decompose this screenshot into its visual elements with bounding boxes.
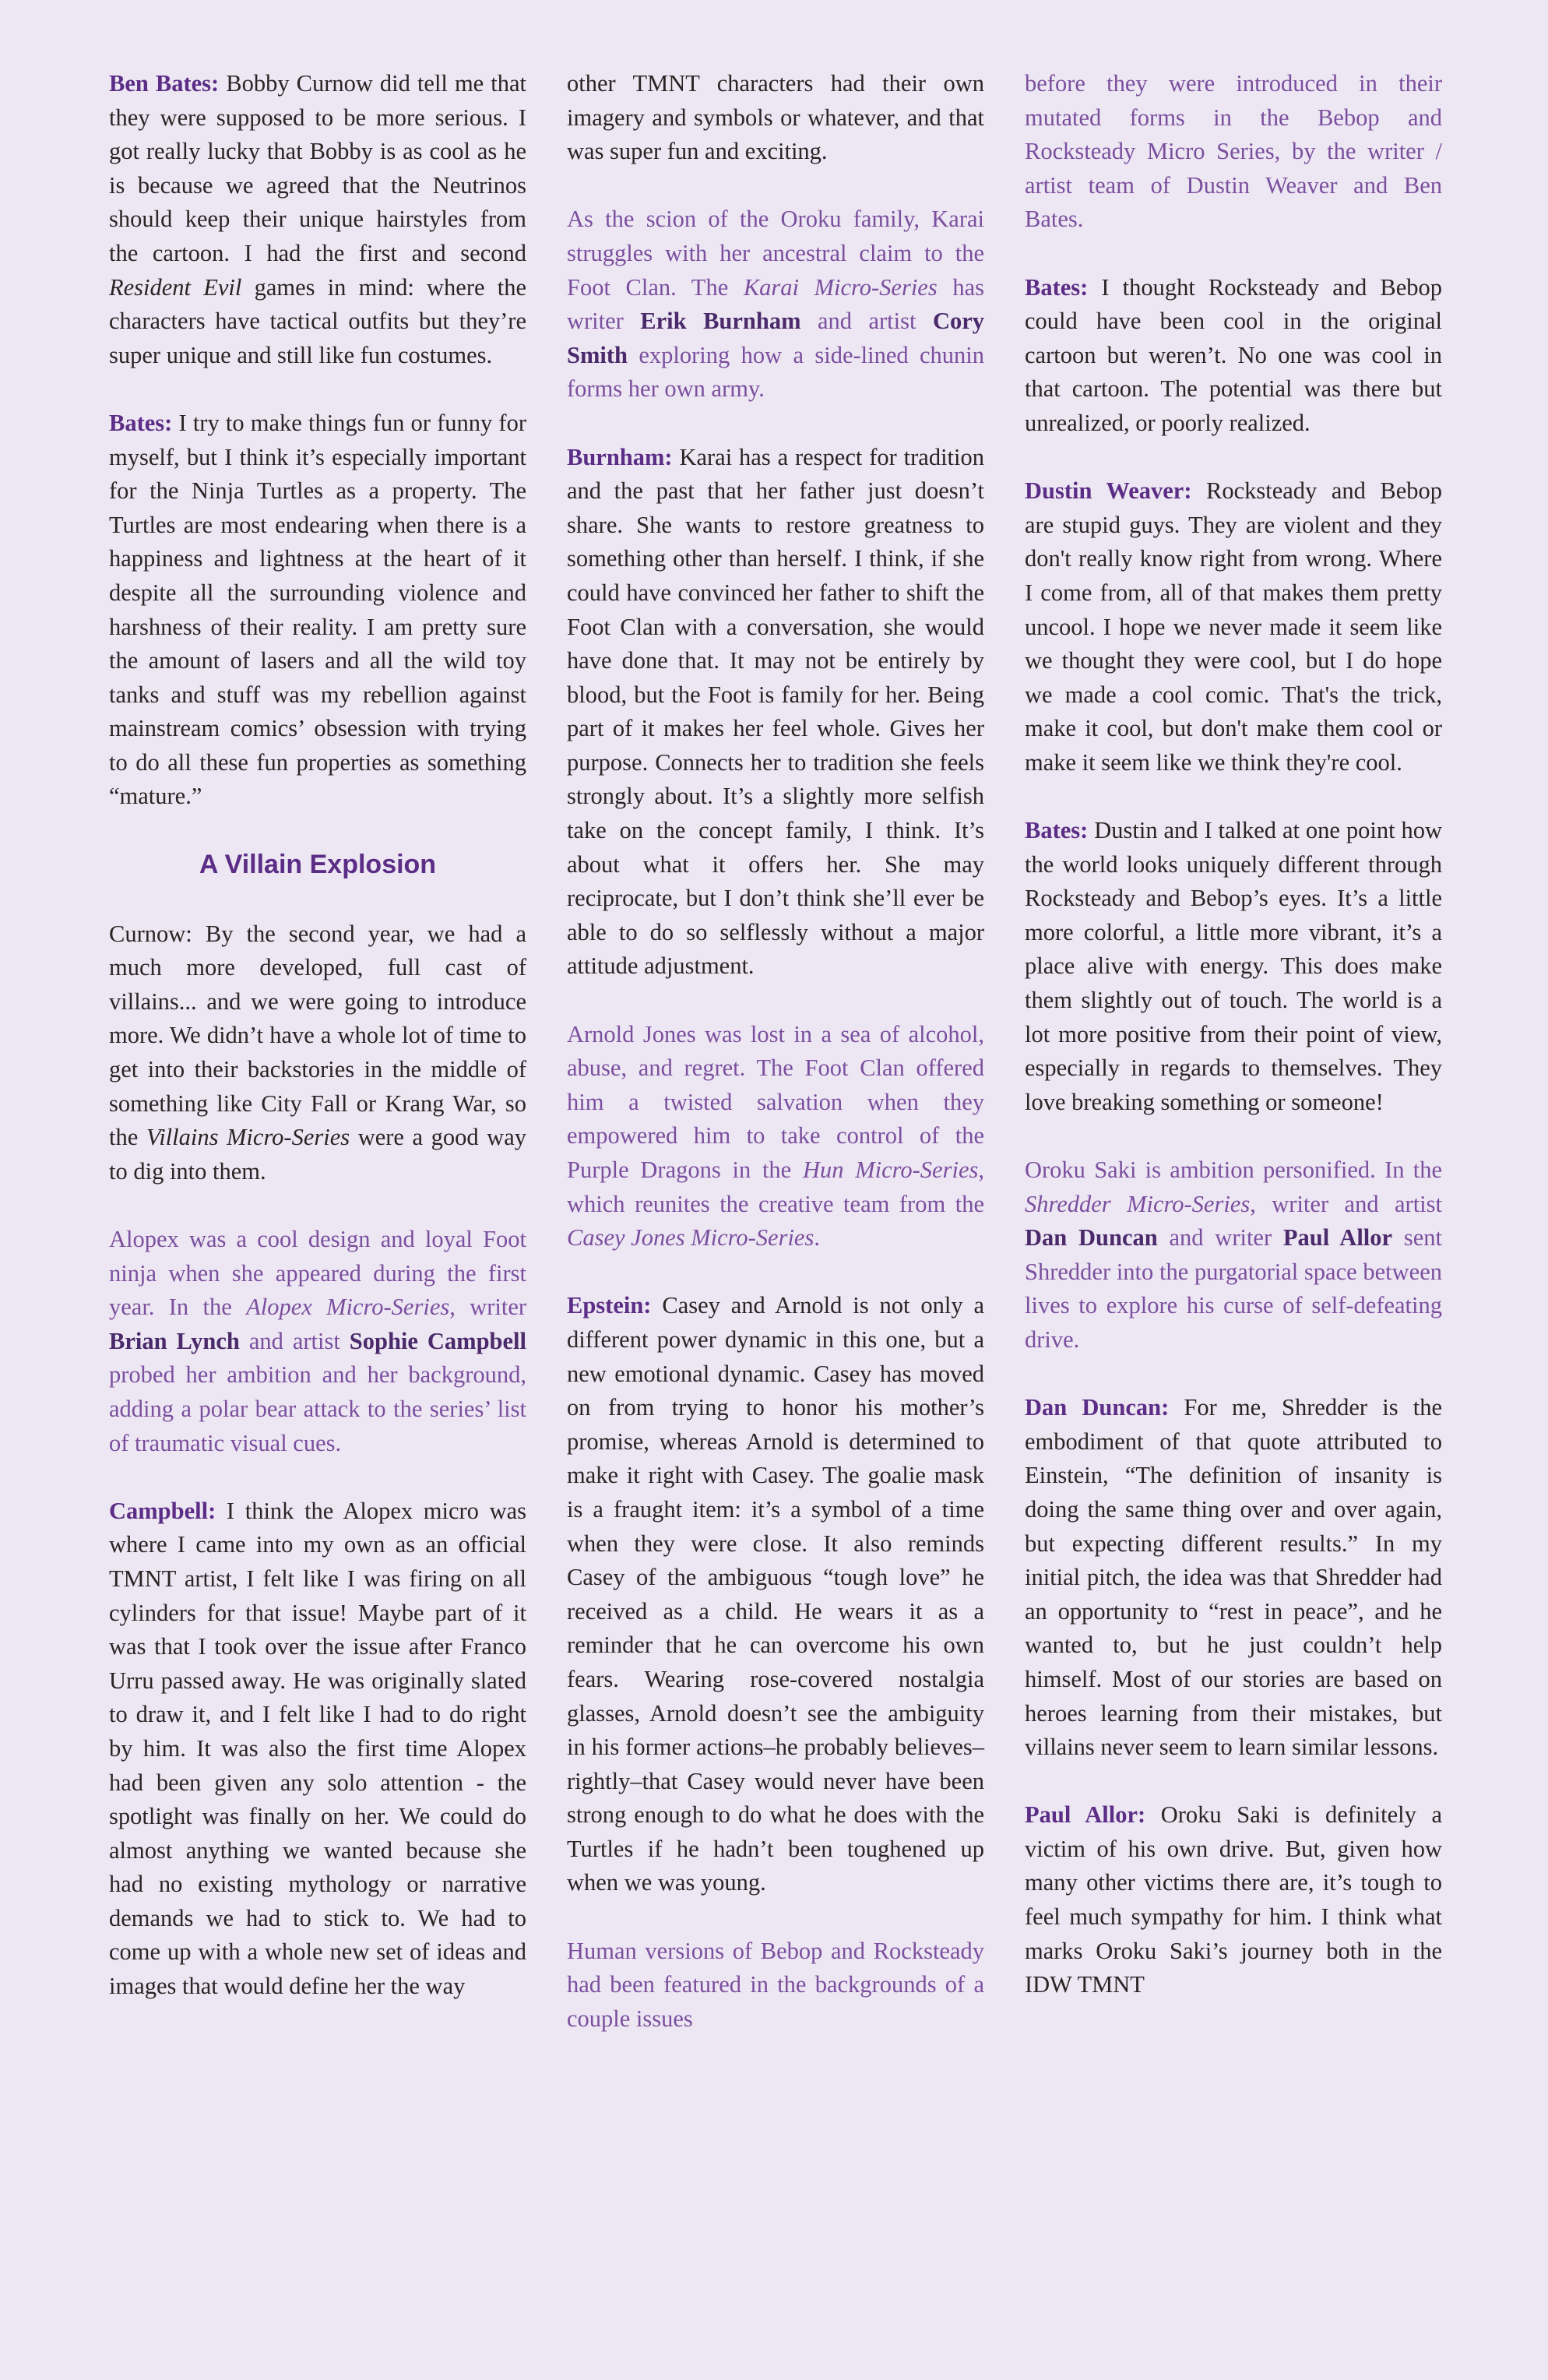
text-run: exploring how a side-lined chunin forms her own army. — [567, 341, 984, 403]
quote-paragraph — [1025, 271, 1442, 441]
speaker-name: Epstein: — [567, 1292, 652, 1319]
quote-paragraph — [567, 1289, 984, 1900]
intro-paragraph — [109, 1223, 526, 1460]
body-paragraph — [567, 67, 984, 169]
text-run: Arnold Jones was lost in a sea of alcohol, abuse, and regret. The Foot Clan offered him a twisted salvation when they empowered him to take control of the Purple Dragons in the — [567, 1020, 984, 1183]
article-page — [109, 67, 1442, 2325]
text-run: has writer — [567, 273, 984, 335]
intro-paragraph — [1025, 1153, 1442, 1357]
creator-name: Dan Duncan — [1025, 1224, 1158, 1252]
text-run: other TMNT characters had their own imagery and symbols or whatever, and that was super fun and exciting. — [567, 70, 984, 165]
text-run: Human versions of Bebop and Rocksteady had been featured in the backgrounds of a couple issues — [567, 1937, 984, 2032]
speaker-name: Bates: — [1025, 817, 1089, 844]
title-text: Karai Micro-Series — [743, 273, 938, 301]
quote-paragraph — [1025, 474, 1442, 780]
speaker-name: Bates: — [1025, 273, 1089, 301]
text-run: Curnow: By the second year, we had a much more developed, full cast of villains... and we were going to introduce more. We didn’t have a whole lot of time to get into their backstories in the middle of something like City Fall or Krang War, so the — [109, 920, 526, 1151]
text-run: Rocksteady and Bebop are stupid guys. They are violent and they don't really know right from wrong. Where I come from, all of that makes them pretty uncool. I hope we never made it seem like we thought they were cool, but I do hope we made a cool comic. That's the trick, make it cool, but don't make them cool or make it seem like we think they're cool. — [1025, 477, 1442, 776]
text-run: Alopex was a cool design and loyal Foot ninja when she appeared during the first year. In the — [109, 1226, 526, 1321]
column-3 — [1025, 67, 1442, 2325]
text-run: Oroku Saki is definitely a victim of his own drive. But, given how many other victims there are, it’s tough to feel much sympathy for him. I think what marks Oroku Saki’s journey both in the IDW TMNT — [1025, 1801, 1442, 1998]
text-run: , which reunites the creative team from the — [567, 1157, 984, 1217]
column-2 — [567, 67, 984, 2325]
speaker-name: Dustin Weaver: — [1025, 477, 1192, 505]
creator-name: Brian Lynch — [109, 1327, 240, 1354]
text-run: I think the Alopex micro was where I came into my own as an official TMNT artist, I felt like I was firing on all cylinders for that issue! Maybe part of it was that I took over the issue after Franco Urru passed away. He was originally slated to draw it, and I felt like I had to do right by him. It was also the first time Alopex had been given any solo attention - the spotlight was finally on her. We could do almost anything we wanted because she had no existing mythology or narrative demands we had to stick to. We had to come up with a whole new set of ideas and images that would define her the way — [109, 1497, 526, 2000]
intro-paragraph — [567, 1935, 984, 2037]
quote-paragraph — [109, 67, 526, 372]
text-run: I try to make things fun or funny for myself, but I think it’s especially important for the Ninja Turtles as a property. The Turtles are most endearing when there is a happiness and lightness at the heart of it despite all the surrounding violence and harshness of their reality. I am pretty sure the amount of lasers and all the wild toy tanks and stuff was my rebellion against mainstream comics’ obsession with trying to do all these fun properties as something “mature.” — [109, 409, 526, 810]
text-run: As the scion of the Oroku family, Karai struggles with her ancestral claim to the Foot Clan. The — [567, 206, 984, 301]
text-run: , writer — [449, 1294, 527, 1321]
title-text: Casey Jones Micro-Series — [567, 1224, 814, 1252]
title-text: Alopex Micro-Series — [246, 1294, 450, 1321]
text-run: sent Shredder into the purgatorial space between lives to explore his curse of self-defeating drive. — [1025, 1224, 1442, 1353]
text-run: I thought Rocksteady and Bebop could have been cool in the original cartoon but weren’t. No one was cool in that cartoon. The potential was there but unrealized, or poorly realized. — [1025, 273, 1442, 436]
text-run: and writer — [1157, 1224, 1283, 1252]
text-run: Karai has a respect for tradition and the past that her father just doesn’t share. She wants to restore greatness to something other than herself. I think, if she could have convinced her father to shift the Foot Clan with a conversation, she would have done that. It may not be entirely by blood, but the Foot is family for her. Being part of it makes her feel whole. Gives her purpose. Connects her to tradition she feels strongly about. It’s a slightly more selfish take on the concept family, I think. It’s about what it offers her. She may reciprocate, but I don’t think she’ll ever be able to do so selflessly without a major attitude adjustment. — [567, 443, 984, 980]
text-run: probed her ambition and her background, adding a polar bear attack to the series’ list of traumatic visual cues. — [109, 1361, 526, 1456]
speaker-name: Paul Allor: — [1025, 1801, 1146, 1829]
text-run: Bobby Curnow did tell me that they were supposed to be more serious. I got really lucky that Bobby is as cool as he is because we agreed that the Neutrinos should keep their unique hairstyles from the cartoon. I had the first and second — [109, 70, 526, 266]
title-text: Hun Micro-Series — [802, 1157, 979, 1183]
speaker-name: Dan Duncan: — [1025, 1394, 1170, 1421]
text-run: Oroku Saki is ambition personified. In the — [1025, 1157, 1442, 1183]
column-1 — [109, 67, 526, 2325]
creator-name: Paul Allor — [1282, 1224, 1393, 1252]
creator-name: Cory Smith — [567, 308, 985, 368]
text-run: before they were introduced in their mutated forms in the Bebop and Rocksteady Micro Series, by the writer / artist team of Dustin Weaver and Ben Bates. — [1025, 70, 1442, 233]
text-run: and artist — [239, 1327, 350, 1354]
text-run: , writer and artist — [1250, 1190, 1442, 1217]
intro-paragraph — [1025, 67, 1442, 237]
title-text: Shredder Micro-Series — [1025, 1190, 1251, 1217]
text-run: were a good way to dig into them. — [109, 1124, 526, 1185]
intro-paragraph — [567, 202, 984, 407]
text-run: and artist — [800, 308, 933, 335]
creator-name: Erik Burnham — [640, 308, 801, 335]
body-paragraph — [109, 917, 526, 1189]
title-text: Resident Evil — [109, 273, 242, 301]
title-text: Villains Micro-Series — [146, 1124, 350, 1151]
quote-paragraph — [567, 441, 984, 984]
creator-name: Sophie Campbell — [349, 1327, 526, 1354]
text-run: For me, Shredder is the embodiment of that quote attributed to Einstein, “The definition of insanity is doing the same thing over and over again, but expecting different results.” In my initial pitch, the idea was that Shredder had an opportunity to “rest in peace”, and he wanted to, but he just couldn’t help himself. Most of our stories are based on heroes learning from their mistakes, but villains never seem to learn similar lessons. — [1025, 1394, 1442, 1761]
section-heading: A Villain Explosion — [199, 849, 437, 879]
quote-paragraph — [109, 1495, 526, 2004]
text-run: . — [814, 1224, 820, 1252]
speaker-name: Burnham: — [567, 443, 673, 470]
speaker-name: Ben Bates: — [109, 70, 220, 97]
speaker-name: Bates: — [109, 409, 173, 436]
intro-paragraph — [567, 1018, 984, 1255]
quote-paragraph — [1025, 814, 1442, 1119]
text-run: Casey and Arnold is not only a different power dynamic in this one, but a new emotional dynamic. Casey has moved on from trying to honor his mother’s promise, whereas Arnold is determined to make it right with Casey. The goalie mask is a fraught item: it’s a symbol of a time when they were close. It also reminds Casey of the ambiguous “tough love” he received as a child. He wears it as a reminder that he can overcome his own fears. Wearing rose-covered nostalgia glasses, Arnold doesn’t see the ambiguity in his former actions–he probably believes–rightly–that Casey would never have been strong enough to do what he does with the Turtles if he hadn’t been toughened up when we was young. — [567, 1292, 984, 1896]
speaker-name: Campbell: — [109, 1497, 216, 1524]
quote-paragraph — [1025, 1391, 1442, 1765]
quote-paragraph — [1025, 1798, 1442, 2002]
quote-paragraph — [109, 407, 526, 814]
text-run: Dustin and I talked at one point how the world looks uniquely different through Rocksteady and Bebop’s eyes. It’s a little more colorful, a little more vibrant, it’s a place alive with energy. This does make them slightly out of touch. The world is a lot more positive from their point of view, especially in regards to themselves. They love breaking something or someone! — [1025, 817, 1442, 1115]
text-run: games in mind: where the characters have tactical outfits but they’re super unique and still like fun costumes. — [109, 273, 526, 368]
